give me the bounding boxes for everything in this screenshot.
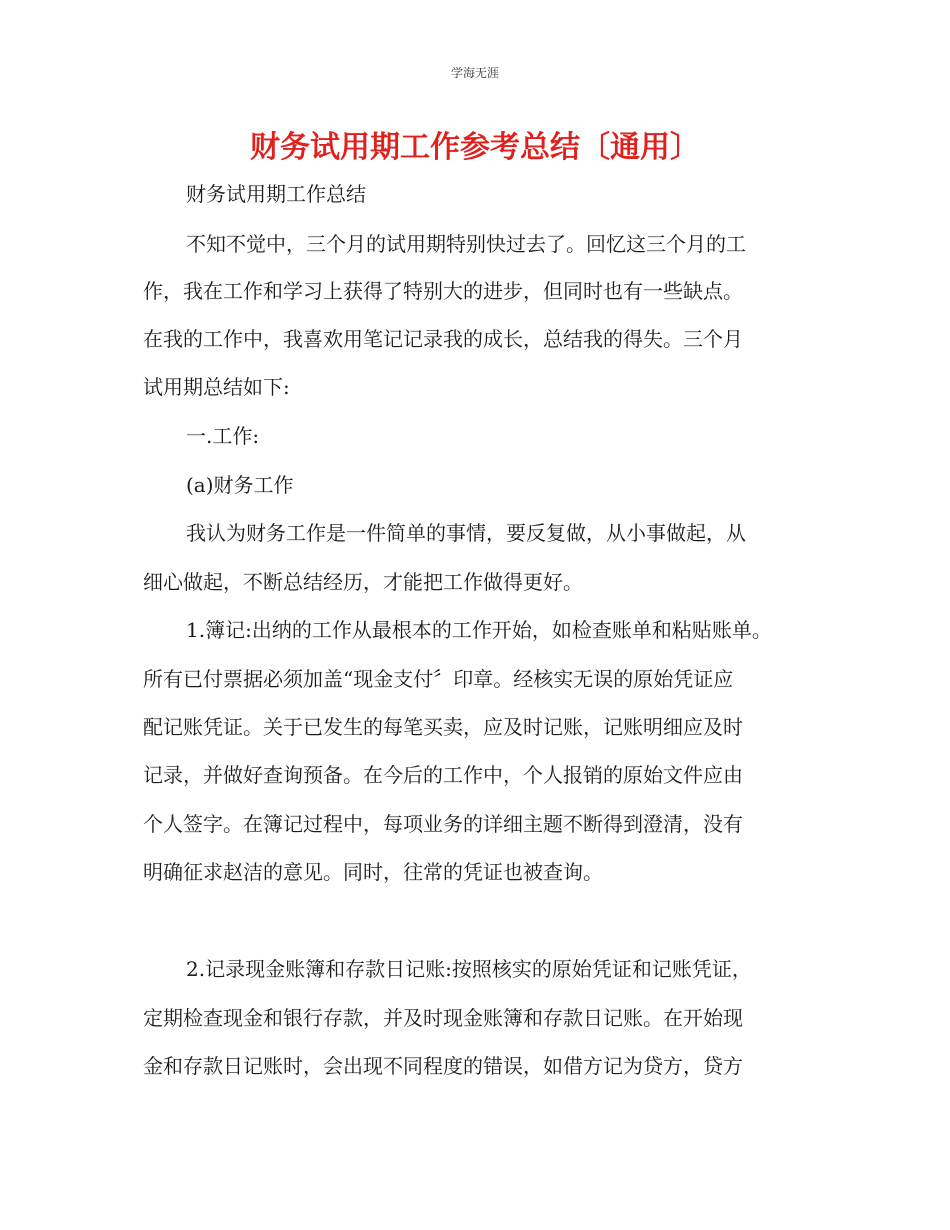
- paragraph-line: 1.簿记:出纳的工作从最根本的工作开始，如检查账单和粘贴账单。: [186, 618, 772, 642]
- paragraph-line: 所有已付票据必须加盖“现金支付〞印章。经核实无误的原始凭证应: [143, 667, 734, 691]
- paragraph-line: 配记账凭证。关于已发生的每笔买卖，应及时记账，记账明细应及时: [143, 715, 743, 739]
- paragraph-line: 个人签字。在簿记过程中，每项业务的详细主题不断得到澄清，没有: [143, 812, 743, 836]
- paragraph-line: 记录，并做好查询预备。在今后的工作中，个人报销的原始文件应由: [143, 763, 743, 787]
- document-title: 财务试用期工作参考总结〔通用〕: [250, 130, 700, 165]
- paragraph-line: 不知不觉中，三个月的试用期特别快过去了。回忆这三个月的工: [186, 232, 746, 256]
- paragraph-line: 在我的工作中，我喜欢用笔记记录我的成长，总结我的得失。三个月: [143, 327, 743, 351]
- paragraph-line: 试用期总结如下:: [143, 375, 290, 399]
- paragraph-line: 明确征求赵洁的意见。同时，往常的凭证也被查询。: [143, 860, 603, 884]
- subsection-heading: (a)财务工作: [186, 473, 294, 497]
- page-header: 学海无涯: [450, 66, 499, 80]
- paragraph-line: 作，我在工作和学习上获得了特别大的进步，但同时也有一些缺点。: [143, 279, 743, 303]
- document-subtitle: 财务试用期工作总结: [186, 182, 366, 206]
- section-heading: 一.工作:: [186, 424, 260, 448]
- paragraph-line: 金和存款日记账时，会出现不同程度的错误，如借方记为贷方，贷方: [143, 1054, 743, 1078]
- paragraph-line: 我认为财务工作是一件简单的事情，要反复做，从小事做起，从: [186, 521, 746, 545]
- paragraph-line: 细心做起，不断总结经历，才能把工作做得更好。: [143, 570, 583, 594]
- paragraph-line: 定期检查现金和银行存款，并及时现金账簿和存款日记账。在开始现: [143, 1006, 743, 1030]
- paragraph-line: 2.记录现金账簿和存款日记账:按照核实的原始凭证和记账凭证，: [186, 957, 752, 981]
